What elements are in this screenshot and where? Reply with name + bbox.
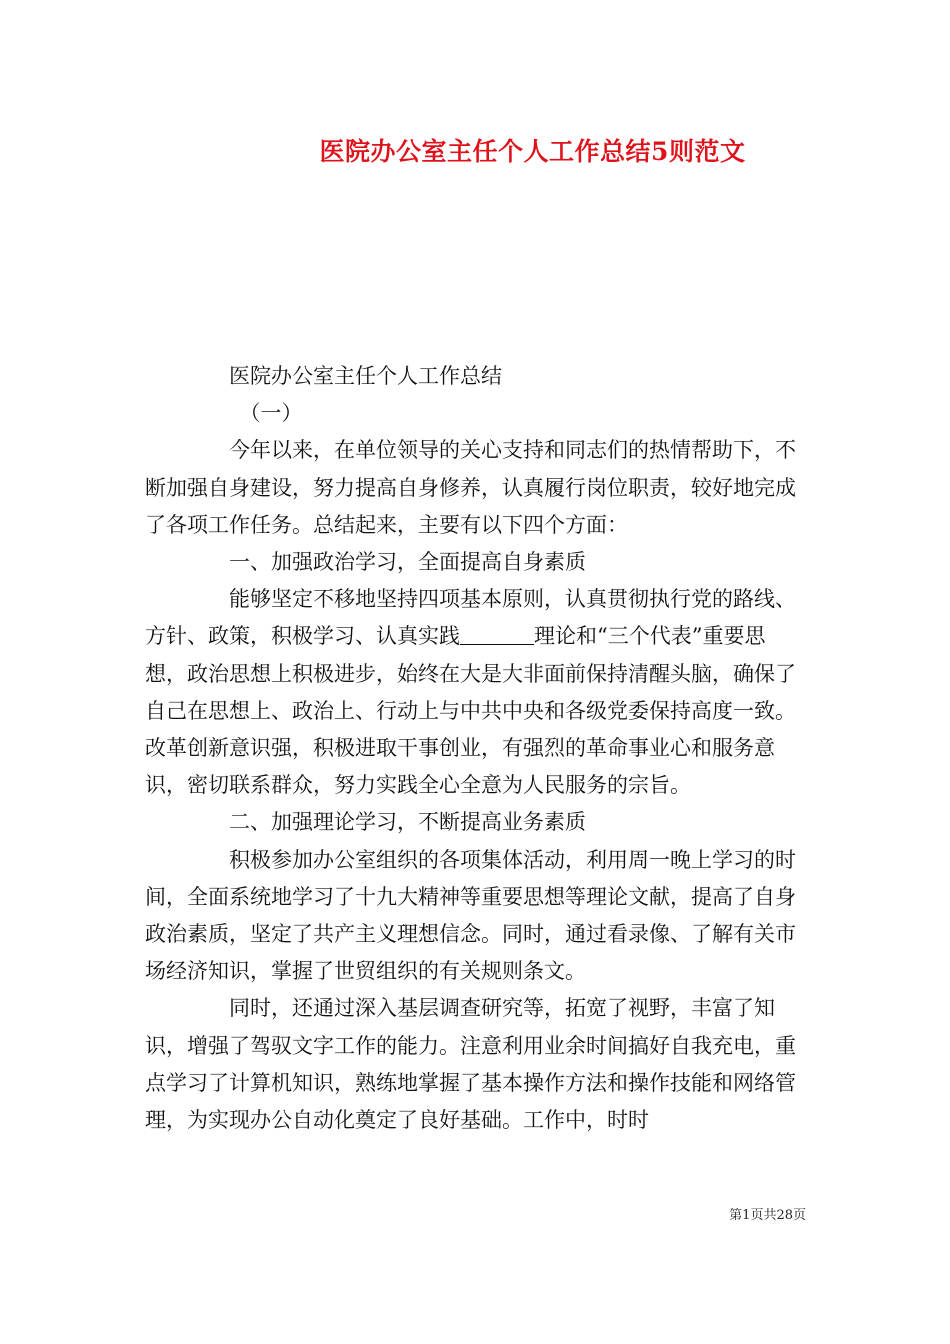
fill-in-blank <box>460 623 534 645</box>
paragraph-3: 同时，还通过深入基层调查研究等，拓宽了视野，丰富了知识，增强了驾驭文字工作的能力。注意利用业余时间搞好自我充电，重点学习了计算机知识，熟练地掌握了基本操作方法和操作技能和网络管理，为实现办公自动化奠定了良好基础。工作中，时时 <box>145 996 796 1133</box>
document-title: 医院办公室主任个人工作总结5则范文 <box>319 137 746 166</box>
paragraph-2: 积极参加办公室组织的各项集体活动，利用周一晚上学习的时间，全面系统地学习了十九大精神等重要思想等理论文献，提高了自身政治素质，坚定了共产主义理想信念。同时，通过看录像、了解有关市场经济知识，掌握了世贸组织的有关规则条文。 <box>145 847 796 984</box>
intro-paragraph: 今年以来，在单位领导的关心支持和同志们的热情帮助下，不断加强自身建设，努力提高自身修养，认真履行岗位职责，较好地完成了各项工作任务。总结起来，主要有以下四个方面： <box>145 438 796 537</box>
paragraph-1 <box>145 581 805 804</box>
paragraph-1-part-b: 理论和“三个代表”重要思想，政治思想上积极进步，始终在大是大非面前保持清醒头脑，确保了自己在思想上、政治上、行动上与中共中央和各级党委保持高度一致。改革创新意识强，积极进取干事创业，有强烈的革命事业心和服务意识，密切联系群众，努力实践全心全意为人民服务的宗旨。 <box>145 624 796 798</box>
section-heading-2: 二、加强理论学习，不断提高业务素质 <box>229 810 586 835</box>
page-number: 第1页共28页 <box>729 1208 806 1223</box>
paragraph-1-part-a: 能够坚定不移地坚持四项基本原则，认真贯彻执行党的路线、方针、政策，积极学习、认真实践 <box>145 587 796 649</box>
section-heading-1: 一、加强政治学习，全面提高自身素质 <box>229 550 586 575</box>
document-body <box>145 358 805 1139</box>
document-subtitle: 医院办公室主任个人工作总结 <box>229 364 502 388</box>
section-marker: （一） <box>239 401 303 426</box>
